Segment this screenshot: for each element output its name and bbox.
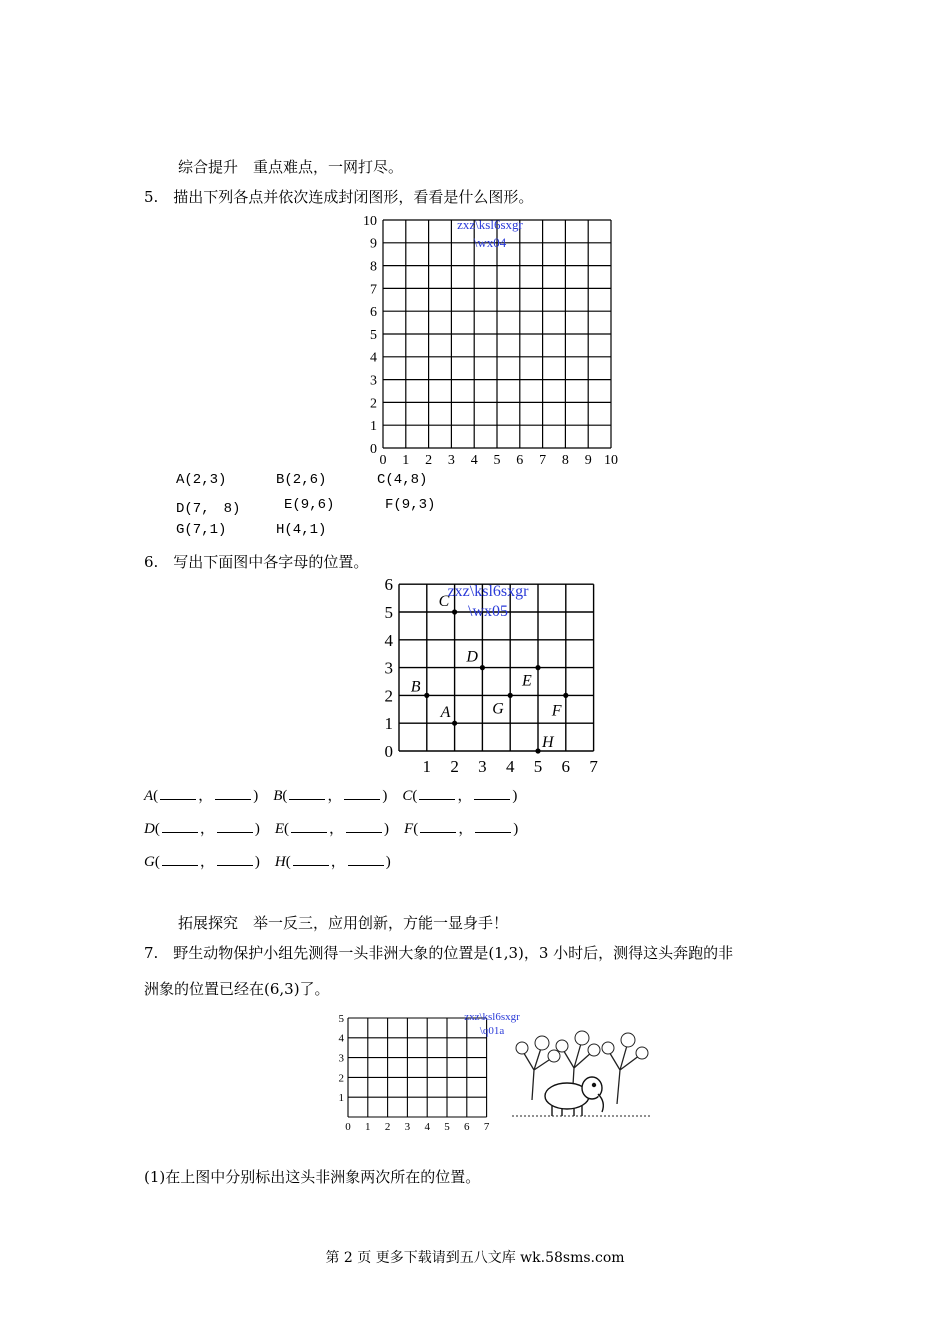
point-b-dot [424, 693, 429, 698]
y-tick-label: 10 [363, 213, 377, 229]
x-tick-label: 0 [379, 453, 387, 468]
point-f-label: F [551, 702, 562, 720]
answer-a[interactable]: A( ， ) [144, 788, 259, 804]
image-tag-text: zxz\ksl6sxgr [457, 217, 523, 232]
y-tick-label: 7 [370, 282, 377, 298]
point-b-label: B [410, 678, 421, 696]
elephant-trees-illustration [512, 1030, 652, 1120]
question-6-text: 6. 写出下面图中各字母的位置。 [144, 553, 369, 571]
image-tag-text: zxz\ksl6sxgr [464, 1011, 520, 1023]
point-c-dot [452, 609, 457, 614]
image-tag-text: \q01a [479, 1025, 505, 1037]
point-e-dot [535, 665, 540, 670]
answer-e[interactable]: E( ， ) [274, 821, 390, 837]
question-7-sub-1: (1)在上图中分别标出这头非洲象两次所在的位置。 [144, 1168, 481, 1186]
image-tag-text: \wx04 [473, 235, 507, 250]
y-tick-label: 4 [384, 630, 393, 650]
point-c: C(4,8) [377, 472, 428, 488]
point-f-dot [563, 693, 568, 698]
y-tick-label: 5 [338, 1012, 344, 1025]
image-tag-text: zxz\ksl6sxgr [447, 583, 529, 600]
x-tick-label: 3 [478, 757, 487, 776]
answer-g[interactable]: G( ， ) [144, 854, 260, 870]
x-tick-label: 7 [539, 453, 547, 468]
answer-h[interactable]: H( ， ) [274, 854, 391, 870]
point-g-label: G [492, 700, 504, 718]
y-tick-label: 1 [338, 1092, 344, 1105]
point-a-label: A [440, 704, 451, 722]
point-e-label: E [522, 672, 532, 690]
x-tick-label: 0 [345, 1121, 351, 1133]
x-tick-label: 3 [447, 453, 455, 468]
x-tick-label: 6 [464, 1121, 470, 1133]
answer-b[interactable]: B( ， ) [273, 788, 388, 804]
answer-c[interactable]: C( ， ) [402, 788, 518, 804]
y-tick-label: 0 [370, 441, 377, 457]
answer-row-3 [144, 850, 391, 871]
x-tick-label: 4 [470, 453, 478, 468]
point-e: E(9,6) [284, 497, 335, 513]
y-tick-label: 8 [370, 259, 377, 275]
point-h: H(4,1) [276, 522, 327, 538]
x-tick-label: 6 [561, 757, 571, 776]
x-tick-label: 5 [444, 1121, 450, 1133]
x-tick-label: 2 [450, 757, 459, 776]
point-a-dot [452, 721, 457, 726]
x-tick-label: 10 [604, 453, 618, 468]
y-tick-label: 2 [384, 686, 393, 706]
x-tick-label: 5 [493, 453, 501, 468]
image-tag-text: \wx05 [468, 603, 508, 620]
x-tick-label: 3 [404, 1121, 411, 1133]
answer-f[interactable]: F( ， ) [404, 821, 519, 837]
x-tick-label: 7 [483, 1121, 490, 1133]
x-tick-label: 1 [365, 1121, 371, 1133]
y-tick-label: 5 [370, 327, 377, 343]
y-tick-label: 2 [370, 396, 377, 412]
y-tick-label: 1 [370, 419, 377, 435]
answer-d[interactable]: D( ， ) [144, 821, 260, 837]
point-a: A(2,3) [176, 472, 227, 488]
y-tick-label: 3 [370, 373, 377, 389]
y-tick-label: 5 [384, 602, 393, 622]
y-tick-label: 3 [338, 1052, 344, 1065]
y-tick-label: 9 [370, 236, 377, 252]
point-d-label: D [466, 648, 478, 666]
y-tick-label: 6 [370, 305, 377, 321]
x-tick-label: 5 [533, 757, 543, 776]
y-tick-label: 2 [338, 1072, 344, 1085]
y-tick-label: 4 [338, 1032, 344, 1045]
y-tick-label: 0 [384, 741, 393, 761]
x-tick-label: 2 [425, 453, 433, 468]
point-b: B(2,6) [276, 472, 327, 488]
y-tick-label: 4 [370, 350, 377, 366]
point-c-label: C [438, 593, 450, 610]
x-tick-label: 8 [561, 453, 569, 468]
x-tick-label: 1 [422, 757, 432, 776]
point-g-dot [508, 693, 513, 698]
question-7-line-2: 洲象的位置已经在(6,3)了。 [144, 980, 330, 998]
point-h-label: H [542, 734, 554, 751]
point-g: G(7,1) [176, 522, 227, 538]
section-heading-2: 拓展探究 举一反三，应用创新，方能一显身手！ [178, 914, 509, 932]
x-tick-label: 2 [384, 1121, 391, 1133]
point-d-dot [480, 665, 485, 670]
answer-row-1 [144, 784, 517, 805]
x-tick-label: 9 [584, 453, 592, 468]
page-footer: 第 2 页 更多下载请到五八文库 wk.58sms.com [325, 1250, 625, 1266]
x-tick-label: 7 [589, 757, 598, 776]
point-d: D(7, 8) [176, 501, 241, 517]
question-5-text: 5. 描出下列各点并依次连成封闭图形，看看是什么图形。 [144, 188, 534, 206]
question-7-line-1: 7. 野生动物保护小组先测得一头非洲大象的位置是(1,3)，3 小时后，测得这头奔跑的非 [144, 944, 734, 962]
section-heading-1: 综合提升 重点难点，一网打尽。 [178, 158, 404, 176]
point-f: F(9,3) [385, 497, 436, 513]
y-tick-label: 1 [384, 714, 393, 734]
x-tick-label: 4 [505, 757, 515, 776]
x-tick-label: 1 [402, 453, 410, 468]
y-tick-label: 6 [384, 575, 393, 595]
x-tick-label: 6 [516, 453, 524, 468]
point-h-dot [535, 748, 540, 753]
answer-row-2 [144, 817, 518, 838]
x-tick-label: 4 [424, 1121, 430, 1133]
y-tick-label: 3 [384, 658, 393, 678]
